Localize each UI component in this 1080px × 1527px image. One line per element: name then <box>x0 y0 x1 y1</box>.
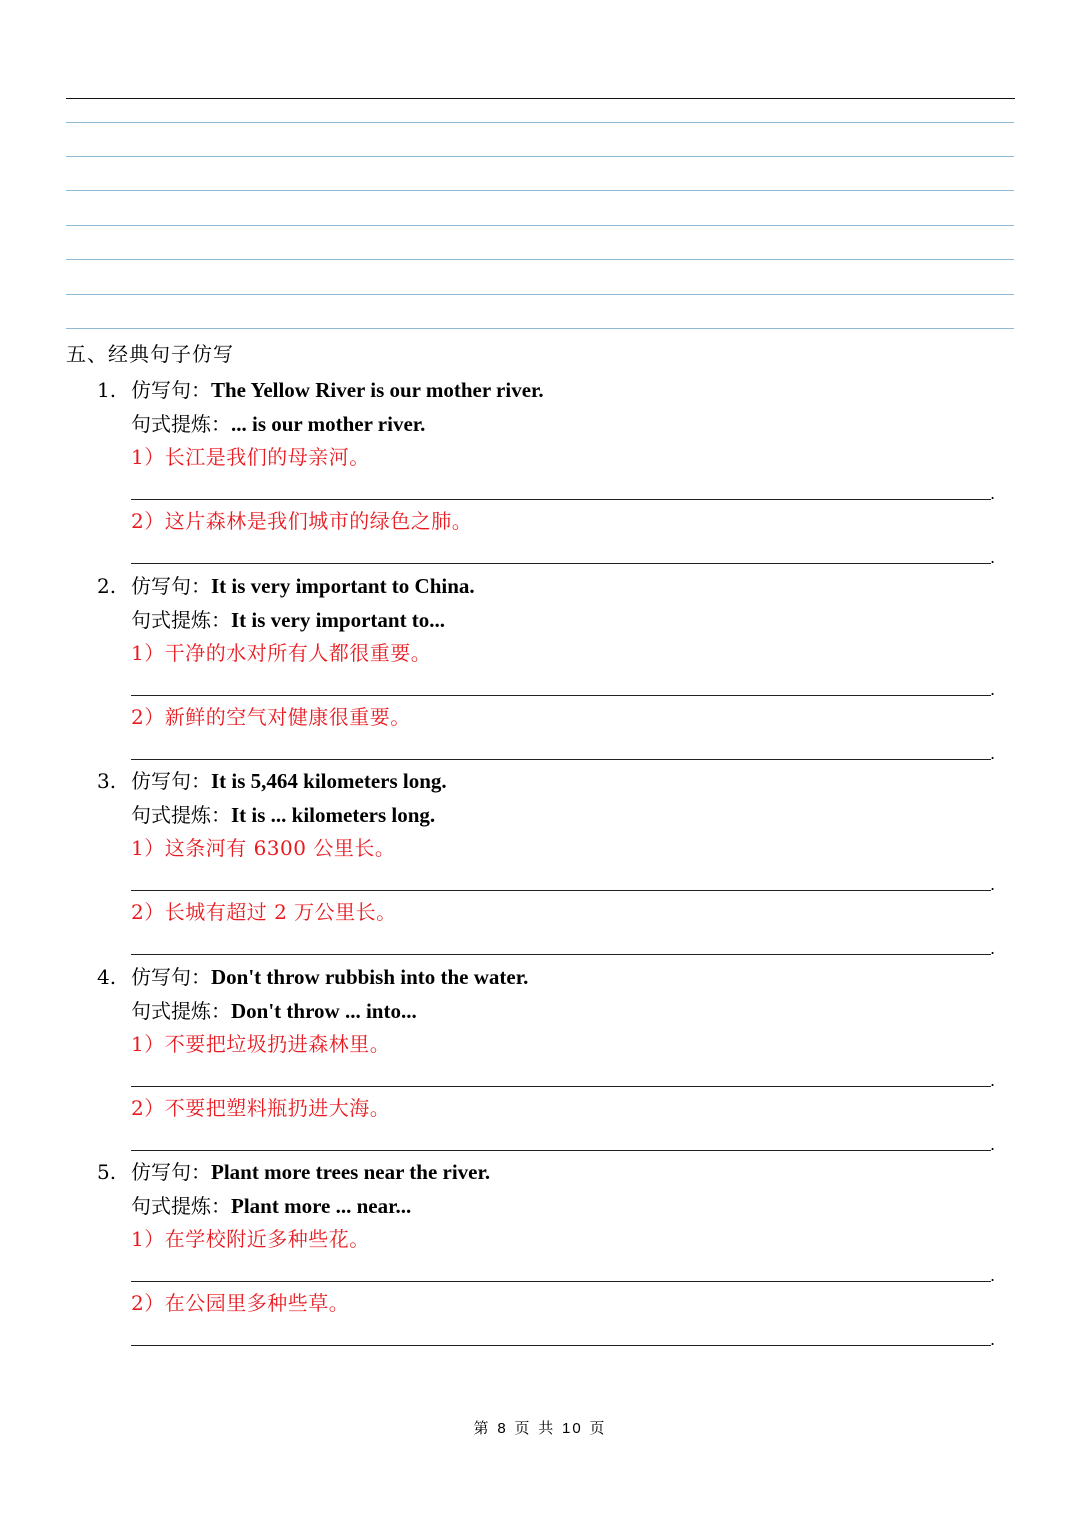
prompt-1: 1）干净的水对所有人都很重要。 <box>131 641 432 665</box>
answer-end-mark: . <box>990 1135 996 1154</box>
writing-guide-line <box>66 122 1014 123</box>
answer-end-mark: . <box>990 1330 996 1349</box>
page-footer <box>0 1418 1080 1439</box>
model-label: 仿写句： <box>131 769 211 793</box>
writing-guide-line <box>66 156 1014 157</box>
total-page-count: 10 <box>562 1420 583 1437</box>
model-text: It is 5,464 kilometers long. <box>211 769 447 793</box>
pattern-text: Don't throw ... into... <box>231 999 417 1023</box>
model-sentence <box>131 963 528 991</box>
prompt-1: 1）这条河有 6300 公里长。 <box>131 836 396 860</box>
prompt-1: 1）长江是我们的母亲河。 <box>131 445 370 469</box>
model-label: 仿写句： <box>131 574 211 598</box>
pattern-sentence <box>131 997 417 1025</box>
exercise-3 <box>0 767 1080 963</box>
pattern-sentence <box>131 1192 411 1220</box>
answer-end-mark: . <box>990 744 996 763</box>
model-text: It is very important to China. <box>211 574 475 598</box>
model-text: Don't throw rubbish into the water. <box>211 965 529 989</box>
model-label: 仿写句： <box>131 378 211 402</box>
exercise-number: 5. <box>97 1160 117 1184</box>
model-sentence <box>131 572 475 600</box>
writing-guide-line <box>66 294 1014 295</box>
writing-guide-line <box>66 225 1014 226</box>
pattern-text: ... is our mother river. <box>231 412 426 436</box>
answer-line[interactable] <box>131 1086 991 1087</box>
writing-guide-line <box>66 190 1014 191</box>
prompt-2: 2）不要把塑料瓶扔进大海。 <box>131 1096 391 1120</box>
prompt-2: 2）这片森林是我们城市的绿色之肺。 <box>131 509 473 533</box>
answer-line[interactable] <box>131 759 991 760</box>
answer-line[interactable] <box>131 890 991 891</box>
pattern-text: Plant more ... near... <box>231 1194 412 1218</box>
writing-guide-line <box>66 328 1014 329</box>
pattern-label: 句式提炼： <box>131 412 231 436</box>
section-title: 五、经典句子仿写 <box>66 342 234 366</box>
model-sentence <box>131 767 447 795</box>
pattern-label: 句式提炼： <box>131 1194 231 1218</box>
answer-line[interactable] <box>131 954 991 955</box>
pattern-label: 句式提炼： <box>131 608 231 632</box>
current-page-number: 8 <box>497 1420 508 1437</box>
prompt-2: 2）新鲜的空气对健康很重要。 <box>131 705 411 729</box>
writing-area-top-rule <box>66 98 1015 99</box>
exercise-1 <box>0 376 1080 572</box>
answer-end-mark: . <box>990 1071 996 1090</box>
answer-line[interactable] <box>131 695 991 696</box>
exercise-4 <box>0 963 1080 1159</box>
answer-line[interactable] <box>131 499 991 500</box>
exercise-2 <box>0 572 1080 768</box>
pattern-sentence <box>131 410 425 438</box>
prompt-2: 2）长城有超过 2 万公里长。 <box>131 900 397 924</box>
pattern-text: It is very important to... <box>231 608 446 632</box>
answer-end-mark: . <box>990 939 996 958</box>
exercise-5 <box>0 1158 1080 1354</box>
exercise-number: 3. <box>97 769 117 793</box>
answer-line[interactable] <box>131 1281 991 1282</box>
pattern-sentence <box>131 801 435 829</box>
answer-line[interactable] <box>131 1345 991 1346</box>
footer-suffix: 页 <box>589 1419 607 1437</box>
model-sentence <box>131 1158 490 1186</box>
exercise-number: 1. <box>97 378 117 402</box>
answer-line[interactable] <box>131 563 991 564</box>
model-label: 仿写句： <box>131 965 211 989</box>
answer-end-mark: . <box>990 680 996 699</box>
pattern-label: 句式提炼： <box>131 999 231 1023</box>
prompt-2: 2）在公园里多种些草。 <box>131 1291 350 1315</box>
footer-prefix: 第 <box>473 1419 491 1437</box>
answer-end-mark: . <box>990 548 996 567</box>
model-label: 仿写句： <box>131 1160 211 1184</box>
writing-guide-line <box>66 259 1014 260</box>
answer-end-mark: . <box>990 1266 996 1285</box>
answer-end-mark: . <box>990 484 996 503</box>
model-sentence <box>131 376 544 404</box>
pattern-label: 句式提炼： <box>131 803 231 827</box>
prompt-1: 1）在学校附近多种些花。 <box>131 1227 370 1251</box>
exercise-number: 4. <box>97 965 117 989</box>
prompt-1: 1）不要把垃圾扔进森林里。 <box>131 1032 391 1056</box>
footer-middle: 页 共 <box>514 1419 556 1437</box>
exercise-number: 2. <box>97 574 117 598</box>
pattern-text: It is ... kilometers long. <box>231 803 436 827</box>
answer-line[interactable] <box>131 1150 991 1151</box>
pattern-sentence <box>131 606 445 634</box>
answer-end-mark: . <box>990 875 996 894</box>
model-text: Plant more trees near the river. <box>211 1160 491 1184</box>
model-text: The Yellow River is our mother river. <box>211 378 544 402</box>
